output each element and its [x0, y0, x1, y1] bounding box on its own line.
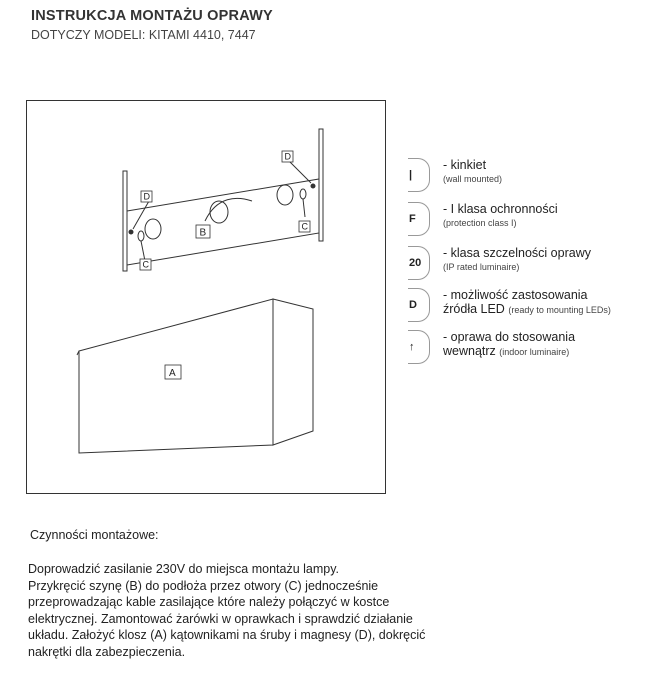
- legend-main-text: - kinkiet: [443, 158, 487, 172]
- legend-main-text-2: wewnątrz: [443, 344, 496, 358]
- legend-main-text-2: źródła LED: [443, 302, 505, 316]
- instructions-title: Czynności montażowe:: [30, 528, 159, 542]
- instruction-line: elektrycznej. Zamontować żarówki w oprawkach i sprawdzić działanie: [28, 611, 413, 626]
- legend-sub-text: (IP rated luminaire): [443, 262, 520, 272]
- led-ready-icon: D: [408, 288, 430, 322]
- legend-main-text: - klasa szczelności oprawy: [443, 246, 591, 260]
- magnet-d-left: [129, 230, 133, 234]
- legend-sub-text: (ready to mounting LEDs): [508, 305, 611, 315]
- magnet-d-right: [311, 184, 315, 188]
- instruction-line: Doprowadzić zasilanie 230V do miejsca montażu lampy.: [28, 562, 340, 576]
- instruction-line: nakrętki dla zabezpieczenia.: [28, 644, 186, 659]
- rail-right-bracket: [319, 129, 323, 241]
- instruction-line: Przykręcić szynę (B) do podłoża przez otwory (C) jednocześnie: [28, 578, 379, 593]
- legend-sub-text: (indoor luminaire): [499, 347, 570, 357]
- legend-main-text: - oprawa do stosowania: [443, 330, 576, 344]
- page-title: INSTRUKCJA MONTAŻU OPRAWY: [31, 8, 273, 24]
- instruction-line: układu. Założyć klosz (A) kątownikami na śruby i magnesy (D), dokręcić: [28, 628, 426, 642]
- legend-sub-text: (wall mounted): [443, 174, 503, 184]
- instruction-line: przeprowadzając kable zasilające które należy połączyć w kostce: [28, 595, 390, 609]
- shade-a-side: [273, 299, 313, 445]
- legend-main-text: - możliwość zastosowania: [443, 288, 588, 302]
- instructions-body: [28, 561, 448, 660]
- label-b: B: [199, 227, 207, 239]
- label-a: A: [169, 368, 176, 379]
- label-c-left: C: [142, 259, 149, 270]
- wall-mounted-icon: |: [408, 158, 430, 192]
- mounting-diagram: [27, 101, 386, 494]
- page-subtitle: DOTYCZY MODELI: KITAMI 4410, 7447: [31, 28, 256, 42]
- protection-class-icon: F: [408, 202, 430, 236]
- label-d-left: D: [143, 191, 150, 202]
- ip20-icon: 20: [408, 246, 430, 280]
- label-c-right: C: [301, 221, 308, 232]
- rail-left-bracket: [123, 171, 127, 271]
- label-d-right: D: [284, 151, 291, 162]
- mounting-drawing: [26, 100, 386, 494]
- legend-main-text: - I klasa ochronności: [443, 202, 558, 216]
- legend-sub-text: (protection class I): [443, 218, 517, 228]
- indoor-icon: ↑: [408, 330, 430, 364]
